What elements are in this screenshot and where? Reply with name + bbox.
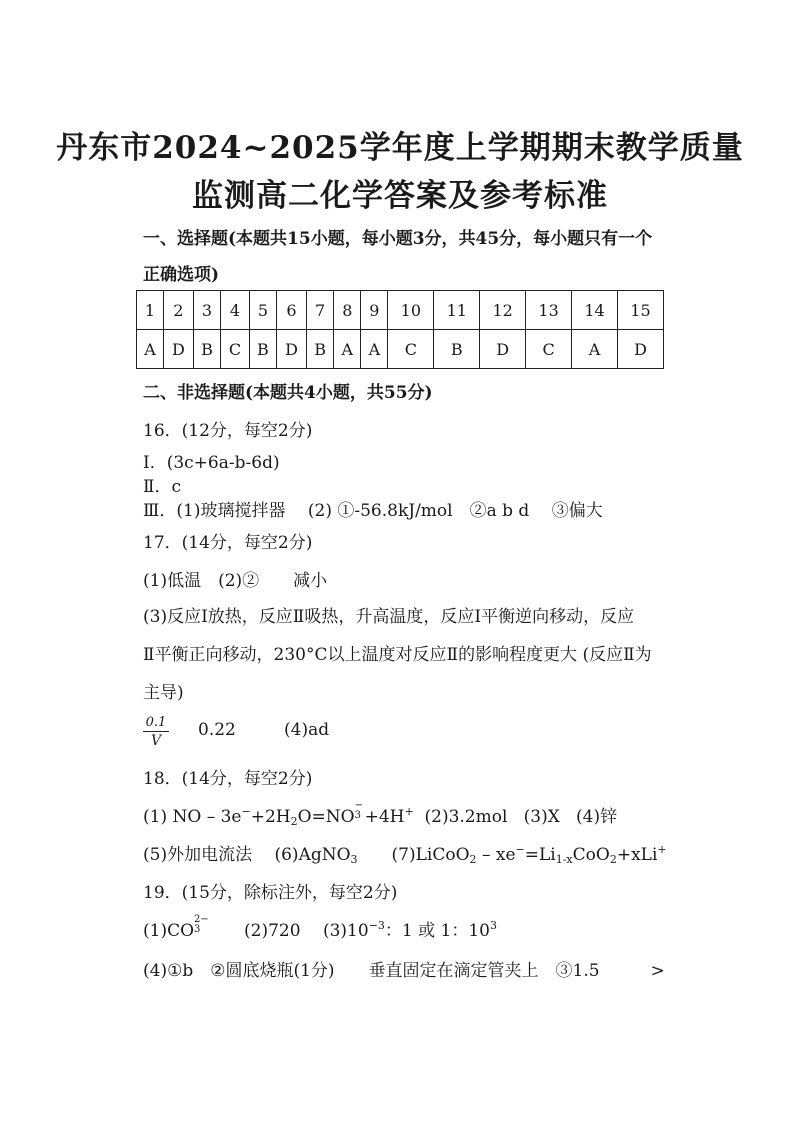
q19-l1-text: (1)CO: [143, 921, 195, 941]
question-number-cell: 5: [249, 291, 276, 330]
q17-header: 17．(14分，每空2分): [143, 533, 313, 553]
q18-l2-text: =Li: [524, 845, 556, 865]
fraction-numerator: 0.1: [143, 715, 169, 732]
sup-sub-pair: [194, 914, 210, 936]
answer-cell: D: [164, 330, 194, 369]
q18-line1: [143, 802, 617, 828]
answer-cell: B: [249, 330, 276, 369]
q18-l2-text: – xe: [476, 845, 516, 865]
question-number-cell: 14: [572, 291, 618, 330]
document-title-line2: 监测高二化学答案及参考标准: [192, 178, 608, 214]
answer-cell: B: [434, 330, 480, 369]
q17-line2: (3)反应Ⅰ放热，反应Ⅱ吸热，升高温度，反应Ⅰ平衡逆向移动，反应: [143, 607, 635, 627]
question-number-cell: 1: [137, 291, 164, 330]
q18-l1-text: (1) NO – 3e: [143, 807, 242, 827]
answer-table-number-row: [137, 291, 664, 330]
fraction-expression: [143, 715, 169, 749]
document-title-line1: 丹东市2024~2025学年度上学期期末教学质量: [56, 130, 744, 166]
superscript: −3: [368, 919, 385, 932]
subscript: 2: [469, 853, 477, 866]
q18-header: 18．(14分，每空2分): [143, 769, 313, 789]
superscript: 3: [489, 919, 497, 932]
answer-cell: D: [480, 330, 526, 369]
question-number-cell: 10: [388, 291, 434, 330]
q19-l1-text: ：1 或 1：10: [384, 921, 490, 941]
answer-cell: D: [617, 330, 663, 369]
subscript: 3: [350, 853, 358, 866]
answer-cell: A: [334, 330, 361, 369]
subscript: 3: [194, 924, 201, 935]
q17-answer-4: (4)ad: [284, 720, 330, 740]
question-number-cell: 13: [526, 291, 572, 330]
answer-cell: C: [221, 330, 249, 369]
section1-heading: 一、选择题(本题共15小题，每小题3分，共45分，每小题只有一个: [143, 229, 653, 249]
question-number-cell: 15: [617, 291, 663, 330]
superscript: −: [515, 843, 525, 856]
answer-cell: A: [361, 330, 388, 369]
q18-l2-text: CoO: [572, 845, 610, 865]
q17-line4: 主导): [143, 683, 184, 703]
answer-cell: B: [193, 330, 220, 369]
answer-table: [136, 290, 664, 369]
question-number-cell: 2: [164, 291, 194, 330]
q16-part1: Ⅰ．(3c+6a-b-6d): [143, 453, 280, 473]
q18-l1-text: (2)3.2mol (3)X (4)锌: [413, 807, 618, 827]
question-number-cell: 4: [221, 291, 249, 330]
q16-header: 16．(12分，每空2分): [143, 421, 313, 441]
q17-line1: (1)低温 (2)② 减小: [143, 571, 328, 591]
q18-l1-text: O=NO: [297, 807, 355, 827]
subscript: 1-x: [555, 853, 573, 866]
superscript: +: [657, 843, 667, 856]
fraction-denominator: V: [150, 733, 162, 749]
sup-sub-pair: [354, 800, 365, 822]
q18-l2-text: (5)外加电流法 (6)AgNO: [143, 845, 351, 865]
section2-heading: 二、非选择题(本题共4小题，共55分): [143, 383, 433, 403]
question-number-cell: 7: [306, 291, 333, 330]
q19-header: 19．(15分，除标注外，每空2分): [143, 883, 398, 903]
q17-line3: Ⅱ平衡正向移动，230°C以上温度对反应Ⅱ的影响程度更大 (反应Ⅱ为: [143, 645, 652, 665]
section1-heading-cont: 正确选项): [143, 265, 220, 285]
superscript: +: [404, 805, 414, 818]
question-number-cell: 12: [480, 291, 526, 330]
answer-cell: A: [137, 330, 164, 369]
subscript: 2: [290, 815, 298, 828]
answer-table-answer-row: [137, 330, 664, 369]
question-number-cell: 11: [434, 291, 480, 330]
superscript: −: [354, 800, 363, 811]
answer-cell: C: [526, 330, 572, 369]
q19-l1-text: (2)720 (3)10: [210, 921, 369, 941]
q18-l2-text: +xLi: [616, 845, 658, 865]
q18-l1-text: +4H: [364, 807, 405, 827]
answer-cell: B: [306, 330, 333, 369]
answer-cell: D: [277, 330, 307, 369]
superscript: −: [241, 805, 251, 818]
q18-l1-text: +2H: [250, 807, 291, 827]
answer-cell: A: [572, 330, 618, 369]
answer-cell: C: [388, 330, 434, 369]
q19-line1: [143, 916, 497, 941]
question-number-cell: 3: [193, 291, 220, 330]
q18-l2-text: (7)LiCoO: [357, 845, 470, 865]
q16-part3: Ⅲ．(1)玻璃搅拌器 (2) ①-56.8kJ/mol ②a b d ③偏大: [143, 501, 603, 521]
q17-value-022: 0.22: [198, 720, 236, 740]
q18-line2: [143, 840, 667, 866]
q16-part2: Ⅱ．c: [143, 477, 182, 497]
subscript: 3: [354, 810, 361, 821]
q19-line2: (4)①b ②圆底烧瓶(1分) 垂直固定在滴定管夹上 ③1.5 >: [143, 961, 665, 981]
superscript: 2−: [194, 914, 209, 925]
question-number-cell: 8: [334, 291, 361, 330]
question-number-cell: 9: [361, 291, 388, 330]
subscript: 2: [609, 853, 617, 866]
question-number-cell: 6: [277, 291, 307, 330]
